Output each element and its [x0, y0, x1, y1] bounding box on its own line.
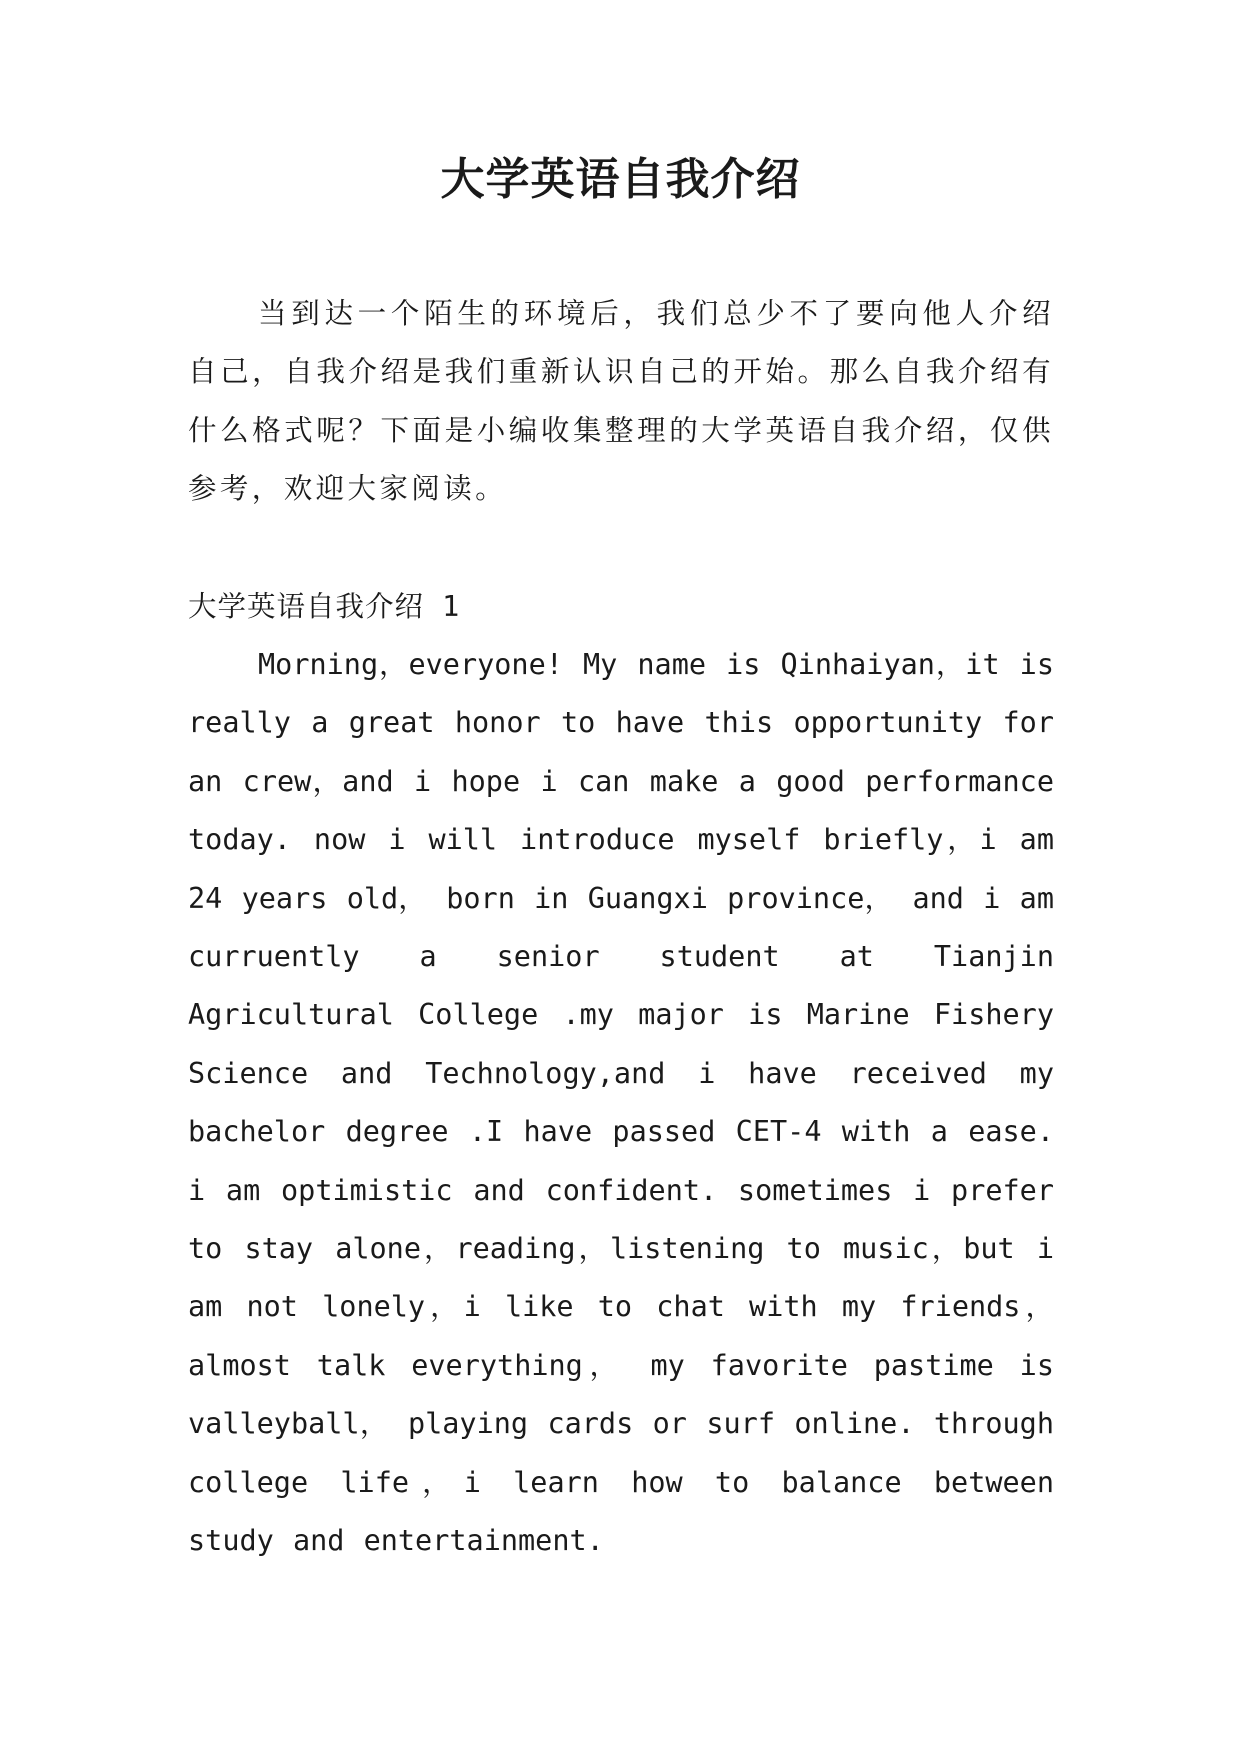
page-title: 大学英语自我介绍 — [440, 154, 801, 205]
intro-paragraph: 当到达一个陌生的环境后，我们总少不了要向他人介绍自己，自我介绍是我们重新认识自己的开始。那么自我介绍有什么格式呢？下面是小编收集整理的大学英语自我介绍，仅供参考，欢迎大家阅读。 — [188, 297, 1054, 506]
section-heading: 大学英语自我介绍 1 — [188, 590, 461, 623]
section-body-paragraph: Morning，everyone! My name is Qinhaiyan，it is really a great honor to have this opportunity for an crew，and i hope i can make a good performance today. now i will introduce myself briefly，i am 24 years old， born in Guangxi province， and i am curruently a senior student at Tianjin Agricultural College .my major is Marine Fishery Science and Technology,and i have received my bachelor degree .I have passed CET-4 with a ease. i am optimistic and confident. sometimes i prefer to stay alone，reading，listening to music，but i am not lonely，i like to chat with my friends，almost talk everything， my favorite pastime is valleyball， playing cards or surf online. through college life，i learn how to balance between study and entertainment. — [188, 648, 1054, 1558]
